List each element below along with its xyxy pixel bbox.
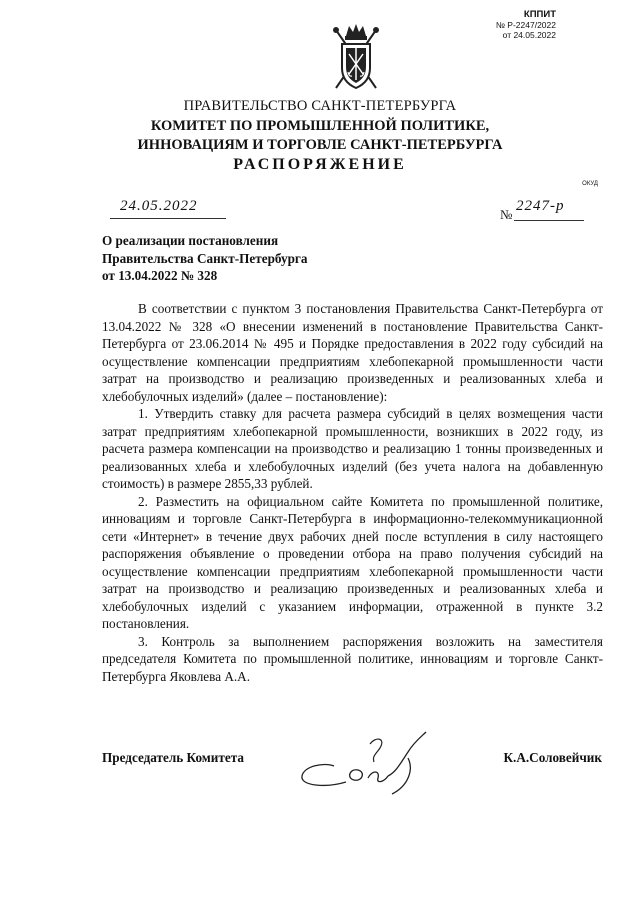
number-underline	[514, 220, 584, 221]
document-type: РАСПОРЯЖЕНИЕ	[233, 156, 407, 173]
document-date: 24.05.2022	[120, 198, 198, 214]
registration-stamp	[496, 10, 556, 40]
item-paragraph-2: 2. Разместить на официальном сайте Комитета по промышленной политике, инновациям и торговле Санкт-Петербурга в информационно-телекоммуникационной сети «Интернет» в течение двух рабочих дней после вступления в силу настоящего распоряжения объявление о проведении отбора на право получения субсидий на осуществление компенсации предприятиям хлебопекарной промышленности части затрат на производство и реализацию произведенных и реализованных хлеба и хлебобулочных изделий с указанием информации, отраженной в пункте 3.2 постановления.	[102, 493, 603, 631]
government-title: ПРАВИТЕЛЬСТВО САНКТ-ПЕТЕРБУРГА	[183, 98, 457, 114]
subject-line: Правительства Санкт-Петербурга	[102, 250, 308, 266]
committee-title-line2: ИННОВАЦИЯМ И ТОРГОВЛЕ САНКТ-ПЕТЕРБУРГА	[137, 137, 503, 153]
signatory-name: К.А.Соловейчик	[503, 750, 602, 765]
stamp-reg-date: от 24.05.2022	[502, 30, 556, 40]
signatory-position: Председатель Комитета	[102, 750, 244, 765]
subject-line: О реализации постановления	[102, 233, 279, 248]
document-subject	[102, 232, 308, 285]
committee-title-line1: КОМИТЕТ ПО ПРОМЫШЛЕННОЙ ПОЛИТИКЕ,	[150, 118, 490, 134]
subject-line: от 13.04.2022 № 328	[102, 268, 218, 283]
stamp-reg-number: № Р-2247/2022	[495, 20, 556, 30]
date-underline	[110, 218, 226, 219]
saint-petersburg-coat-of-arms-icon	[330, 22, 382, 94]
item-paragraph-3: 3. Контроль за выполнением распоряжения возложить на заместителя председателя Комитета по промышленной политике, инновациям и торговле Санкт-Петербурга Яковлева А.А.	[102, 633, 603, 684]
document-number: 2247-р	[516, 198, 565, 214]
item-paragraph-1: 1. Утвердить ставку для расчета размера субсидий в целях возмещения части затрат предприятиям хлебопекарной промышленности, возникших в 2022 году, из расчета размера компенсации на производство и реализацию 1 тонны произведенных и реализованных хлеба и хлебобулочных изделий (без учета налога на добавленную стоимость) в размере 2855,33 рублей.	[102, 406, 603, 491]
handwritten-signature-icon	[296, 722, 446, 802]
stamp-org: КППИТ	[523, 9, 556, 20]
preamble-paragraph: В соответствии с пунктом 3 постановления Правительства Санкт-Петербурга от 13.04.2022 № 328 «О внесении изменений в постановление Правительства Санкт-Петербурга от 23.06.2014 № 495 и Порядке предоставления в 2022 году субсидий на осуществление компенсации предприятиям хлебопекарной промышленности части затрат на производство и реализацию произведенных и реализованных хлеба и хлебобулочных изделий» (далее – постановление):	[102, 301, 603, 404]
number-sign: №	[500, 207, 513, 222]
okud-label: ОКУД	[582, 181, 598, 187]
document-body	[102, 300, 603, 685]
